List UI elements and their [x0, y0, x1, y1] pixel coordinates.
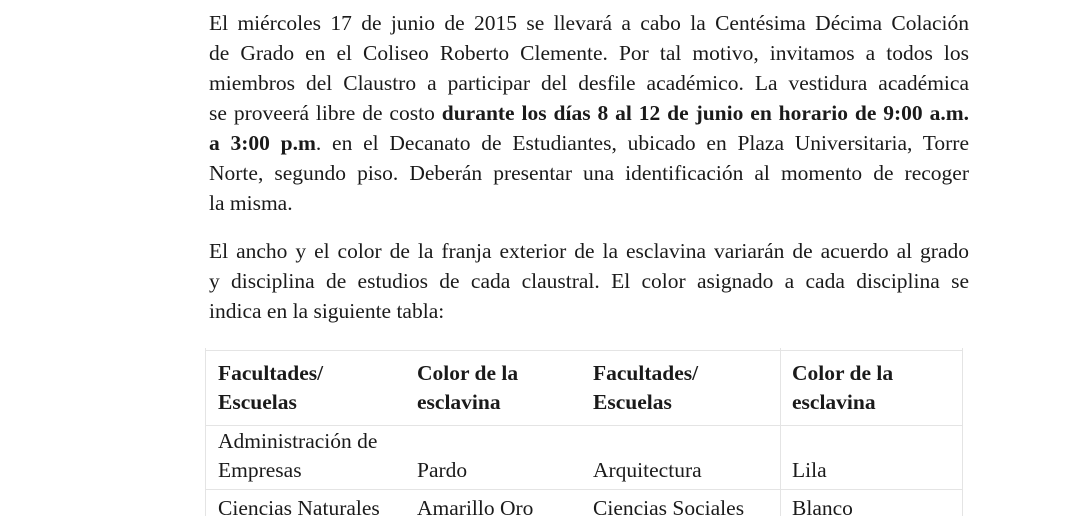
paragraph-line	[209, 98, 969, 128]
table-cell: Ciencias Naturales	[218, 496, 380, 516]
paragraph-line: y disciplina de estudios de cada claustral. El color asignado a cada disciplina se	[209, 269, 969, 293]
table-cell: Administración de Empresas	[218, 429, 378, 482]
table-cell: Ciencias Sociales	[593, 496, 745, 516]
paragraph-line: la misma.	[209, 191, 293, 215]
table-header-cell: Color de la esclavina	[417, 361, 519, 414]
paragraph-bold-text: durante los días 8 al 12 de junio en horario de 9:00 a.m.	[441, 101, 969, 125]
paragraph-line: de Grado en el Coliseo Roberto Clemente. Por tal motivo, invitamos a todos los	[209, 41, 969, 65]
paragraph-text: . en el Decanato de Estudiantes, ubicado en Plaza Universitaria, Torre	[315, 131, 969, 155]
stole-color-table	[200, 348, 968, 516]
table-cell: Arquitectura	[593, 458, 702, 482]
paragraph-line: miembros del Claustro a participar del desfile académico. La vestidura académica	[209, 71, 969, 95]
paragraph-line	[209, 128, 969, 158]
table-border	[205, 425, 963, 426]
paragraph-line: El miércoles 17 de junio de 2015 se llevará a cabo la Centésima Décima Colación	[209, 11, 969, 35]
paragraph-line: indica en la siguiente tabla:	[209, 299, 445, 323]
table-cell: Amarillo Oro	[417, 496, 534, 516]
table-border	[205, 489, 963, 490]
table-header-cell: Color de la esclavina	[792, 361, 894, 414]
table-cell: Pardo	[417, 458, 468, 482]
paragraph-line: El ancho y el color de la franja exterior de la esclavina variarán de acuerdo al grado	[209, 239, 969, 263]
table-header-cell: Facultades/ Escuelas	[218, 361, 324, 414]
table-header-cell: Facultades/ Escuelas	[593, 361, 699, 414]
announcement-paragraph	[209, 8, 969, 218]
table-border	[962, 348, 963, 516]
table-cell: Lila	[792, 458, 827, 482]
table-border	[205, 348, 206, 516]
table-border	[205, 350, 963, 351]
paragraph-bold-text: a 3:00 p.m	[209, 131, 316, 155]
paragraph-line: Norte, segundo piso. Deberán presentar una identificación al momento de recoger	[209, 161, 969, 185]
stripe-color-paragraph	[209, 236, 969, 326]
table-border	[780, 348, 781, 516]
table-cell: Blanco	[792, 496, 853, 516]
paragraph-text: se proveerá libre de costo	[209, 101, 442, 125]
